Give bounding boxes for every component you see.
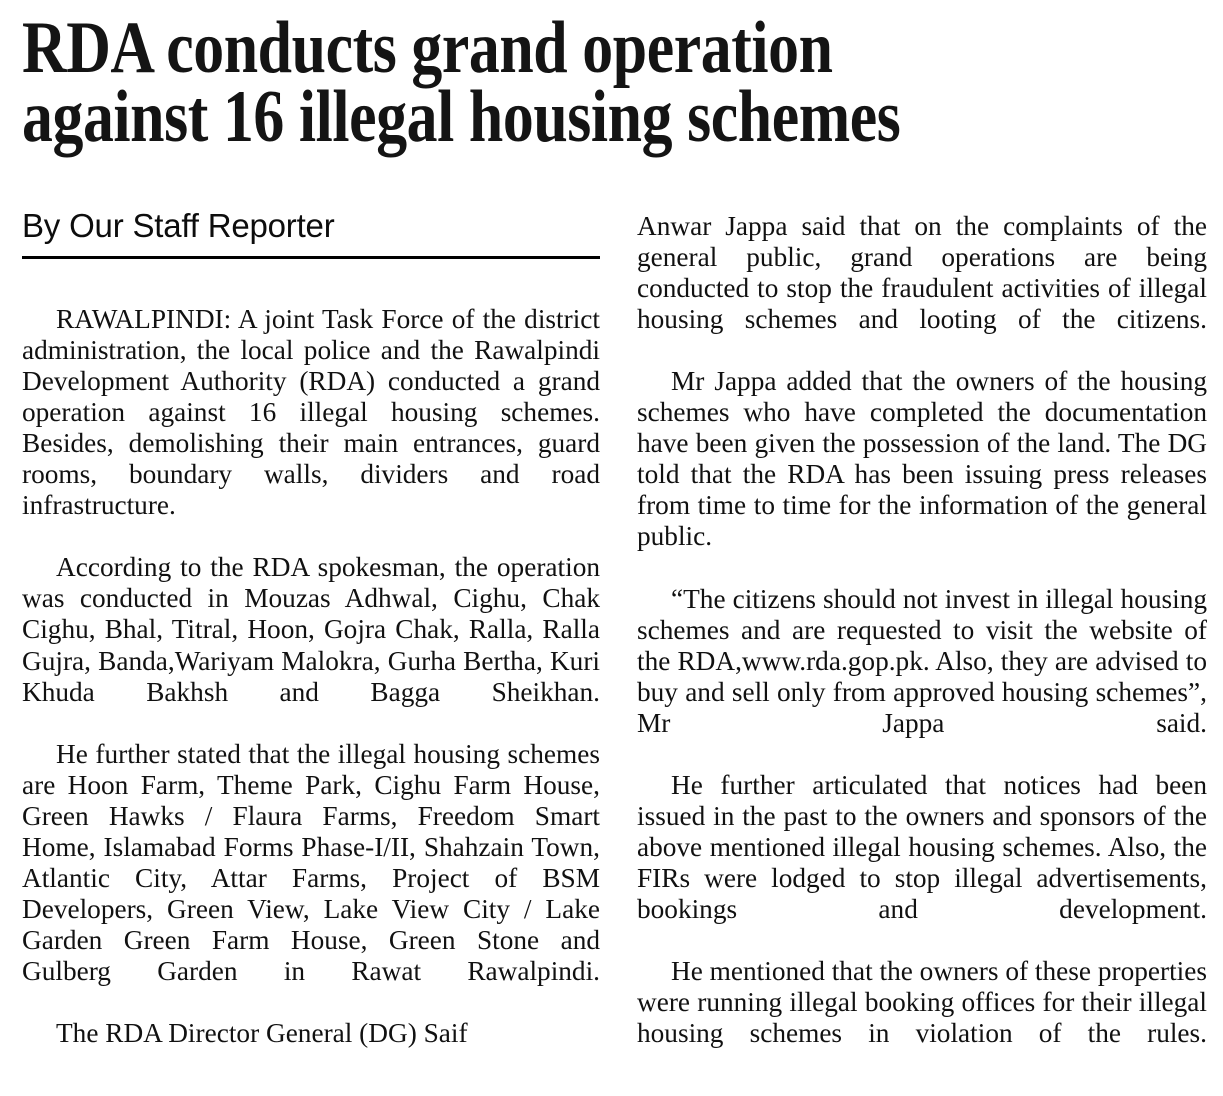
headline-line-1: RDA conducts grand operation — [22, 7, 833, 89]
headline-line-2: against 16 illegal housing schemes — [22, 76, 901, 158]
paragraph: RAWALPINDI: A joint Task Force of the district administration, the local police and the Rawalpindi Development Authority (RDA) conducted a grand operation against 16 illegal housing schemes. Besides, demolishing their main entrances, guard rooms, boundary walls, dividers and road infrastructure. — [22, 304, 600, 521]
paragraph: He further articulated that notices had been issued in the past to the owners and sponsors of the above mentioned illegal housing schemes. Also, the FIRs were lodged to stop illegal advertisements, bookings and development. — [637, 769, 1207, 925]
article-column-1 — [22, 304, 600, 1049]
paragraph: He further stated that the illegal housing schemes are Hoon Farm, Theme Park, Cighu Farm House, Green Hawks / Flaura Farms, Freedom Smart Home, Islamabad Forms Phase-I/II, Shahzain Town, Atlantic City, Attar Farms, Project of BSM Developers, Green View, Lake View City / Lake Garden Green Farm House, Green Stone and Gulberg Garden in Rawat Rawalpindi. — [22, 738, 600, 986]
article-headline — [22, 7, 1210, 158]
paragraph: The RDA Director General (DG) Saif — [56, 1018, 468, 1049]
article-column-2 — [637, 211, 1207, 1080]
byline-block — [22, 207, 600, 259]
paragraph: According to the RDA spokesman, the operation was conducted in Mouzas Adhwal, Cighu, Chak Cighu, Bhal, Titral, Hoon, Gojra Chak, Ralla, Ralla Gujra, Banda,Wariyam Malokra, Gurha Bertha, Kuri Khuda Bakhsh and Bagga Sheikhan. — [22, 552, 600, 707]
paragraph: Anwar Jappa said that on the complaints of the general public, grand operations are being conducted to stop the fraudulent activities of illegal housing schemes and looting of the citizens. — [637, 211, 1207, 335]
byline-divider — [22, 256, 600, 259]
paragraph: “The citizens should not invest in illegal housing schemes and are requested to visit the website of the RDA,www.rda.gop.pk. Also, they are advised to buy and sell only from approved housing schemes”, Mr Jappa said. — [637, 583, 1207, 738]
paragraph: He mentioned that the owners of these properties were running illegal booking offices for their illegal housing schemes in violation of the rules. — [637, 956, 1207, 1049]
paragraph: Mr Jappa added that the owners of the housing schemes who have completed the documentation have been given the possession of the land. The DG told that the RDA has been issuing press releases from time to time for the information of the general public. — [637, 366, 1207, 552]
byline-text: By Our Staff Reporter — [22, 207, 335, 244]
